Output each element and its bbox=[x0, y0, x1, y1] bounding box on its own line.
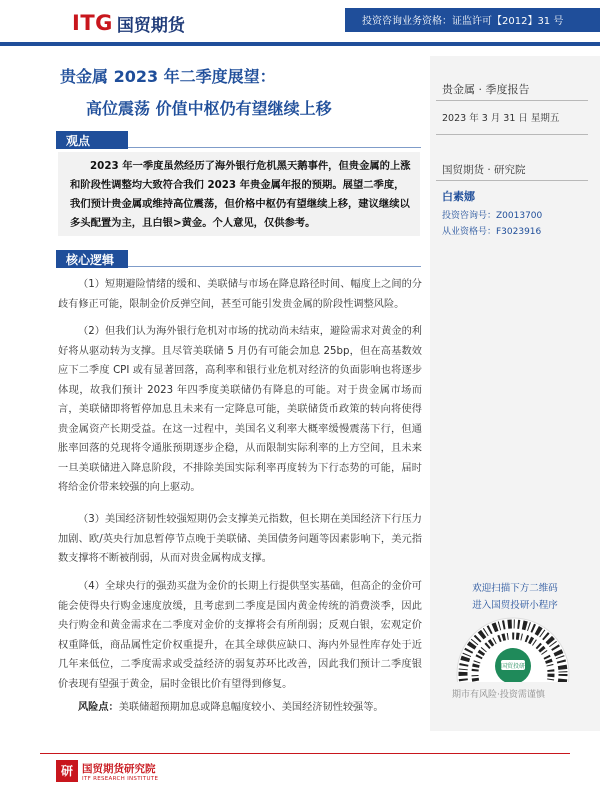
license-text: 投资咨询业务资格：证监许可【2012】31 号 bbox=[362, 16, 564, 27]
analyst-license-id: 从业资格号：F3023916 bbox=[442, 227, 542, 237]
sidebar-divider bbox=[436, 180, 588, 181]
risk-label: 风险点： bbox=[78, 702, 119, 713]
qr-prompt-line2: 进入国贸投研小程序 bbox=[472, 600, 558, 611]
logo-itg-text: ITG bbox=[72, 11, 113, 35]
research-institute-logo-icon: 研 bbox=[56, 760, 78, 782]
logic-paragraph-3: （3）美国经济韧性较强短期仍会支撑美元指数，但长期在美国经济下行压力加剧、欧/英央行加息暂停节点晚于美联储、美国债务问题等因素影响下，美元指数支撑将不断被削弱，从而对贵金属构成支撑。 bbox=[58, 514, 422, 564]
section-underline bbox=[128, 266, 421, 267]
qr-caption: 期市有风险·投资需谨慎 bbox=[452, 690, 545, 700]
report-title-line1: 贵金属 2023 年二季度展望： bbox=[60, 67, 276, 86]
sidebar-divider bbox=[436, 100, 588, 101]
view-section-label: 观点 bbox=[66, 134, 91, 148]
risk-paragraph bbox=[58, 698, 422, 718]
qr-center-label: 国贸投研 bbox=[500, 663, 526, 670]
logic-paragraph-4: （4）全球央行的强劲买盘为金价的长期上行提供坚实基础，但高企的金价可能会使得央行购金速度放缓，且考虑到二季度是国内黄金传统的消费淡季，因此央行购金和黄金需求在二季度对金价的支撑将会有所削弱；反观白银，宏观定价权重降低，商品属性定价权重提升，在其全球供应缺口、海内外显性库存处于近几年来低位，二季度需求或受益经济的弱复苏环比改善，因此我们预计二季度银价表现有望强于黄金，届时金银比价有望得到修复。 bbox=[58, 581, 422, 690]
logo-chinese-text: 国贸期货 bbox=[116, 15, 185, 36]
mini-program-qr-code[interactable] bbox=[453, 614, 573, 682]
logic-section-heading bbox=[56, 250, 421, 268]
research-dept: 国贸期货 · 研究院 bbox=[442, 164, 526, 176]
footer-divider bbox=[40, 753, 570, 754]
research-institute-name: 国贸期货研究院 bbox=[82, 763, 156, 775]
sidebar-divider bbox=[436, 134, 588, 135]
report-type: 贵金属 · 季度报告 bbox=[442, 83, 530, 96]
analyst-name: 白素娜 bbox=[442, 190, 475, 203]
logic-section-label: 核心逻辑 bbox=[66, 253, 115, 267]
view-summary-text: 2023 年一季度虽然经历了海外银行危机黑天鹅事件，但贵金属的上涨和阶段性调整均大致符合我们 2023 年贵金属年报的预期。展望二季度，我们预计贵金属或维持高位震荡，但价格中枢仍有望继续上移，建议继续以多头配置为主，且白银>黄金。个人意见，仅供参考。 bbox=[70, 160, 411, 229]
report-date: 2023 年 3 月 31 日 星期五 bbox=[442, 113, 560, 124]
section-underline bbox=[128, 147, 421, 148]
qr-prompt-line1: 欢迎扫描下方二维码 bbox=[472, 583, 558, 594]
logic-paragraph-1: （1）短期避险情绪的缓和、美联储与市场在降息路径时间、幅度上之间的分歧有修正可能，限制金价反弹空间，甚至可能引发贵金属的阶段性调整风险。 bbox=[58, 279, 422, 310]
header-divider bbox=[0, 42, 600, 46]
view-section-heading bbox=[56, 131, 421, 149]
research-institute-english: ITF RESEARCH INSTITUTE bbox=[82, 776, 159, 782]
logic-paragraph-2: （2）但我们认为海外银行危机对市场的扰动尚未结束，避险需求对黄金的利好将从驱动转为支撑。且尽管美联储 5 月仍有可能会加息 25bp，但在高基数效应下二季度 CPI 或有显著回落，高利率和银行业危机对经济的负面影响也将逐步体现，故我们预计 2023 年四季度美联储仍有降息的可能。对于贵金属市场而言，美联储即将暂停加息且未来有一定降息可能，美联储货币政策的转向将使得贵金属资产长期受益。在这一过程中，美国名义利率大概率缓慢震荡下行，但通胀率回落的兑现将令通胀预期逐步企稳，从而限制实际利率的上方空间，且未来一旦美联储进入降息阶段，不排除美国实际利率再度转为下行态势的可能，届时将给金价带来较强的向上驱动。 bbox=[58, 326, 422, 493]
analyst-consult-id: 投资咨询号：Z0013700 bbox=[442, 211, 543, 221]
risk-text: 美联储超预期加息或降息幅度较小、美国经济韧性较强等。 bbox=[118, 702, 384, 713]
qr-code-icon bbox=[453, 614, 573, 682]
report-title-line2: 高位震荡 价值中枢仍有望继续上移 bbox=[86, 99, 332, 118]
company-logo bbox=[72, 10, 185, 36]
